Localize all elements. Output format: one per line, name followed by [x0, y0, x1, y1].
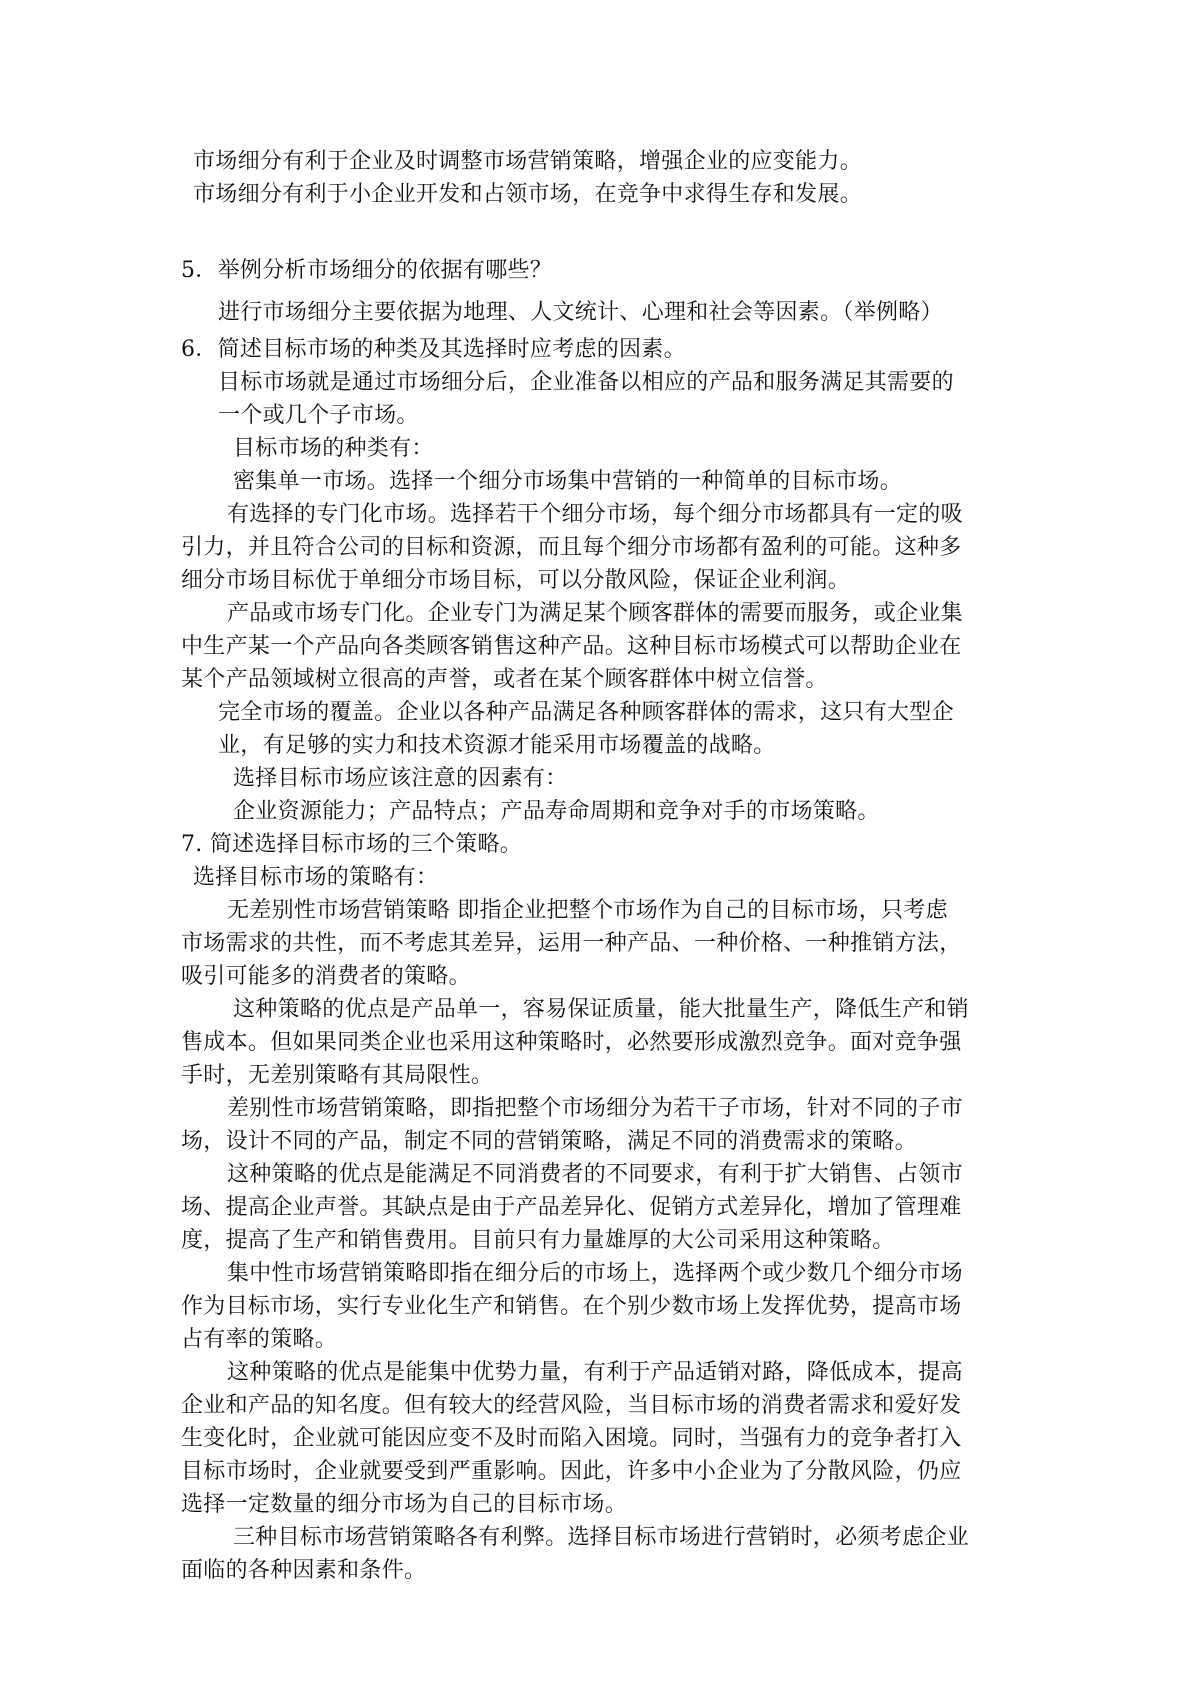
text-line: 有选择的专门化市场。选择若干个细分市场，每个细分市场都具有一定的吸: [227, 502, 963, 527]
question-heading: 6．简述目标市场的种类及其选择时应考虑的因素。: [181, 337, 686, 362]
text-line: 细分市场目标优于单细分市场目标，可以分散风险，保证企业利润。: [181, 568, 851, 593]
question-heading: 7. 简述选择目标市场的三个策略。: [181, 832, 523, 857]
text-line: 手时，无差别策略有其局限性。: [181, 1063, 494, 1088]
text-line: 目标市场时，企业就要受到严重影响。因此，许多中小企业为了分散风险，仍应: [181, 1459, 962, 1484]
text-line: 占有率的策略。: [181, 1327, 338, 1352]
text-line: 进行市场细分主要依据为地理、人文统计、心理和社会等因素。（举例略）: [218, 300, 943, 325]
text-line: 生变化时，企业就可能因应变不及时而陷入困境。同时，当强有力的竞争者打入: [181, 1426, 962, 1451]
text-line: 引力，并且符合公司的目标和资源，而且每个细分市场都有盈利的可能。这种多: [181, 535, 962, 560]
text-line: 吸引可能多的消费者的策略。: [181, 964, 471, 989]
text-line: 目标市场就是通过市场细分后，企业准备以相应的产品和服务满足其需要的: [218, 370, 954, 395]
text-line: 一个或几个子市场。: [218, 403, 419, 428]
text-line: 市场细分有利于企业及时调整市场营销策略，增强企业的应变能力。: [193, 149, 863, 174]
text-line: 面临的各种因素和条件。: [181, 1558, 427, 1583]
text-line: 售成本。但如果同类企业也采用这种策略时，必然要形成激烈竞争。面对竞争强: [181, 1030, 962, 1055]
text-line: 无差别性市场营销策略 即指企业把整个市场作为自己的目标市场，只考虑: [227, 898, 948, 923]
text-line: 业，有足够的实力和技术资源才能采用市场覆盖的战略。: [218, 733, 776, 758]
text-line: 场，设计不同的产品，制定不同的营销策略，满足不同的消费需求的策略。: [181, 1129, 917, 1154]
text-line: 市场细分有利于小企业开发和占领市场，在竞争中求得生存和发展。: [193, 182, 863, 207]
text-line: 完全市场的覆盖。企业以各种产品满足各种顾客群体的需求，这只有大型企: [218, 700, 954, 725]
text-line: 这种策略的优点是能集中优势力量，有利于产品适销对路，降低成本，提高: [227, 1360, 963, 1385]
text-line: 中生产某一个产品向各类顾客销售这种产品。这种目标市场模式可以帮助企业在: [181, 634, 962, 659]
text-line: 产品或市场专门化。企业专门为满足某个顾客群体的需要而服务，或企业集: [227, 601, 963, 626]
text-line: 差别性市场营销策略，即指把整个市场细分为若干子市场，针对不同的子市: [227, 1096, 963, 1121]
text-line: 这种策略的优点是产品单一，容易保证质量，能大批量生产，降低生产和销: [233, 997, 969, 1022]
text-line: 目标市场的种类有：: [233, 436, 434, 461]
text-line: 选择目标市场应该注意的因素有：: [233, 766, 568, 791]
text-line: 选择目标市场的策略有：: [193, 865, 439, 890]
text-line: 密集单一市场。选择一个细分市场集中营销的一种简单的目标市场。: [233, 469, 903, 494]
text-line: 这种策略的优点是能满足不同消费者的不同要求，有利于扩大销售、占领市: [227, 1162, 963, 1187]
text-line: 企业资源能力；产品特点；产品寿命周期和竞争对手的市场策略。: [233, 799, 880, 824]
text-line: 三种目标市场营销策略各有利弊。选择目标市场进行营销时，必须考虑企业: [233, 1525, 969, 1550]
text-line: 集中性市场营销策略即指在细分后的市场上，选择两个或少数几个细分市场: [227, 1261, 963, 1286]
text-line: 选择一定数量的细分市场为自己的目标市场。: [181, 1492, 628, 1517]
text-line: 某个产品领域树立很高的声誉，或者在某个顾客群体中树立信誉。: [181, 667, 828, 692]
question-heading: 5．举例分析市场细分的依据有哪些？: [181, 258, 553, 283]
text-line: 场、提高企业声誉。其缺点是由于产品差异化、促销方式差异化，增加了管理难: [181, 1195, 962, 1220]
text-line: 企业和产品的知名度。但有较大的经营风险，当目标市场的消费者需求和爱好发: [181, 1393, 962, 1418]
text-line: 市场需求的共性，而不考虑其差异，运用一种产品、一种价格、一种推销方法，: [181, 931, 962, 956]
text-line: 度，提高了生产和销售费用。目前只有力量雄厚的大公司采用这种策略。: [181, 1228, 895, 1253]
text-line: 作为目标市场，实行专业化生产和销售。在个别少数市场上发挥优势，提高市场: [181, 1294, 962, 1319]
